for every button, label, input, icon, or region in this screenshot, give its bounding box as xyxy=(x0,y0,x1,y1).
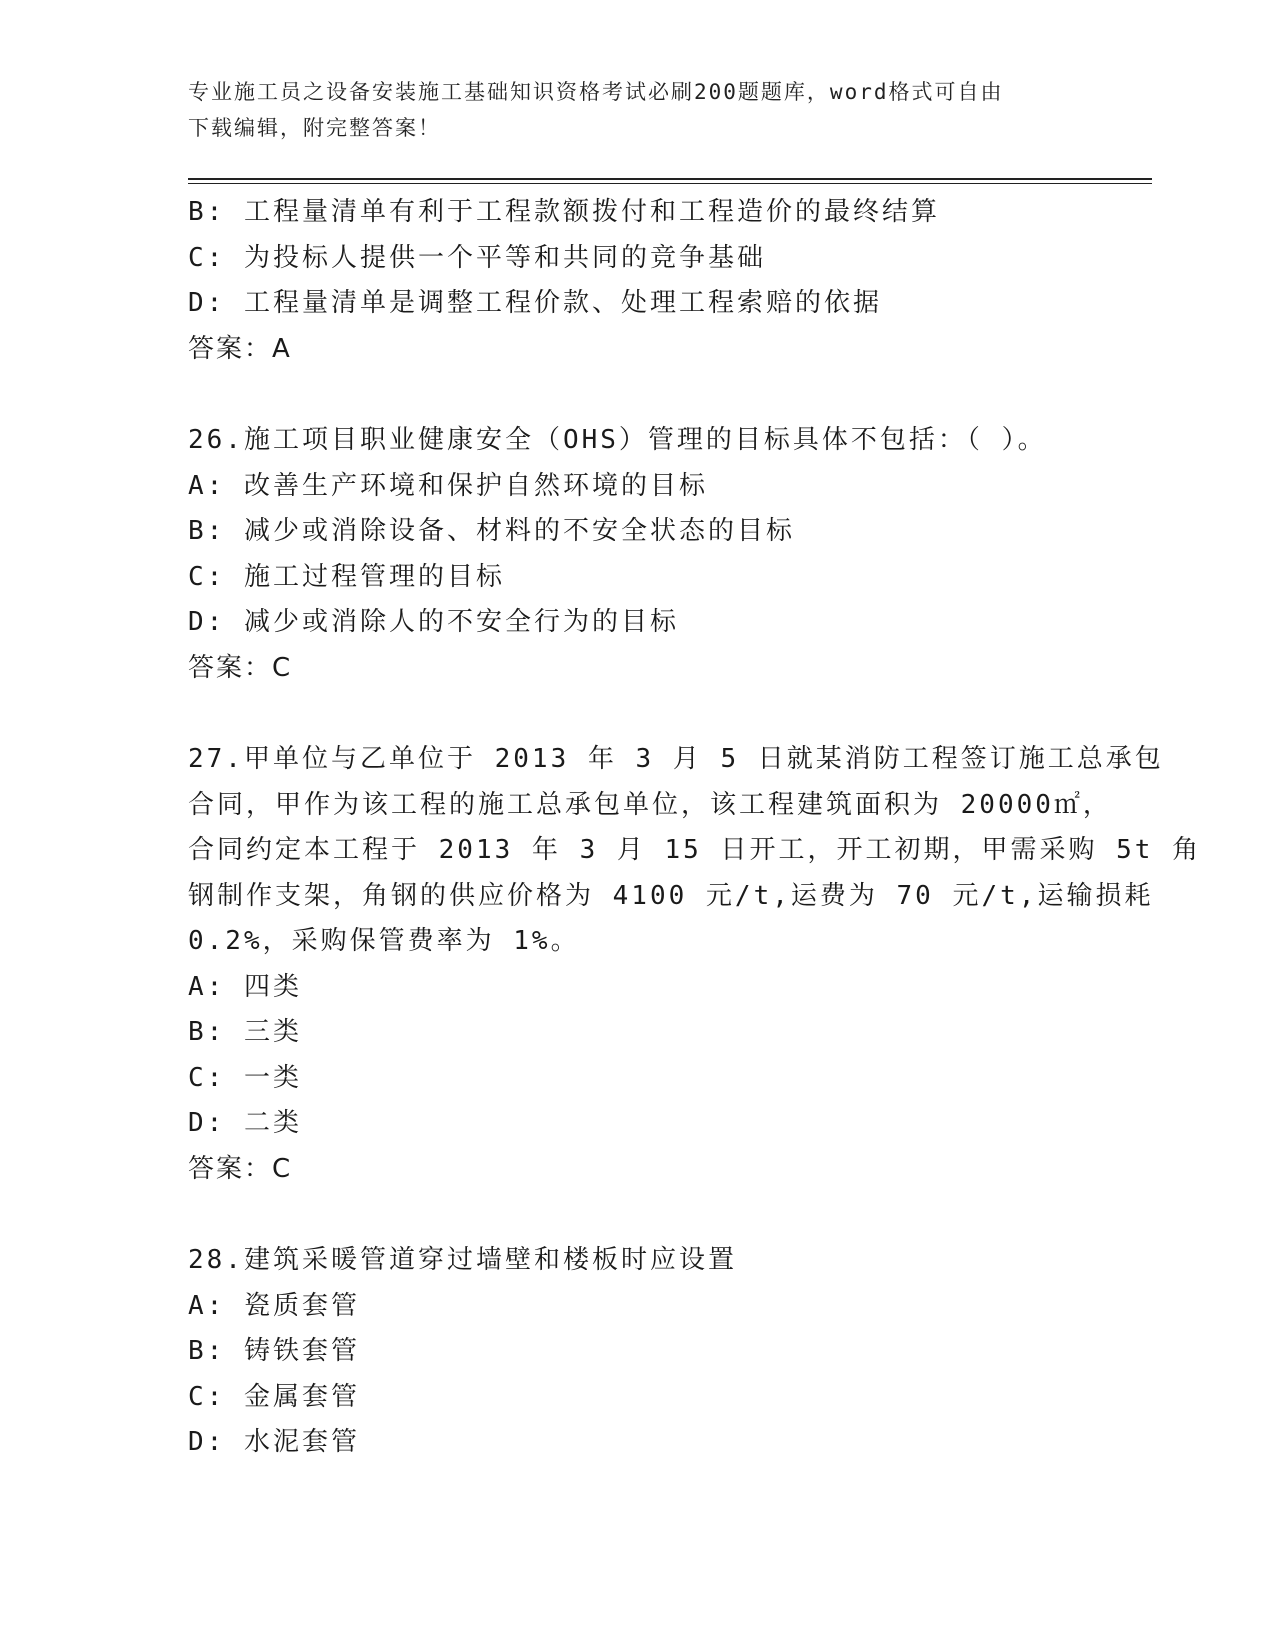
q28-option-b: B: 铸铁套管 xyxy=(188,1336,360,1366)
q27-question-line: 合同，甲作为该工程的施工总承包单位，该工程建筑面积为 20000㎡， xyxy=(188,789,1112,820)
q27-option-d: D: 二类 xyxy=(188,1108,302,1138)
q27-question-line: 合同约定本工程于 2013 年 3 月 15 日开工，开工初期，甲需采购 5t 角 xyxy=(188,835,1202,865)
spacer xyxy=(188,1192,1088,1238)
q26-answer: 答案：C xyxy=(188,652,293,683)
q28-option-d: D: 水泥套管 xyxy=(188,1427,360,1457)
spacer xyxy=(188,372,1088,418)
q27-question-line: 钢制作支架，角钢的供应价格为 4100 元/t,运费为 70 元/t,运输损耗 xyxy=(188,880,1154,911)
header-rule-thin xyxy=(188,183,1152,184)
q27-option-a: A: 四类 xyxy=(188,971,302,1002)
question-content xyxy=(188,190,1202,1466)
q27-answer: 答案：C xyxy=(188,1153,293,1184)
header-rule-thick xyxy=(188,178,1152,180)
q26-option-d: D: 减少或消除人的不安全行为的目标 xyxy=(188,607,679,637)
q26-option-a: A: 改善生产环境和保护自然环境的目标 xyxy=(188,470,708,501)
q28-option-a: A: 瓷质套管 xyxy=(188,1290,360,1321)
q28-question: 28.建筑采暖管道穿过墙壁和楼板时应设置 xyxy=(188,1245,737,1275)
q25-option-b: B: 工程量清单有利于工程款额拨付和工程造价的最终结算 xyxy=(188,197,940,227)
q28-option-c: C: 金属套管 xyxy=(188,1381,360,1412)
q25-answer: 答案：A xyxy=(188,333,292,364)
q27-option-b: B: 三类 xyxy=(188,1017,302,1047)
q27-option-c: C: 一类 xyxy=(188,1062,302,1093)
question-26-block xyxy=(188,418,1088,691)
header-line-1: 专业施工员之设备安装施工基础知识资格考试必刷200题题库，word格式可自由 xyxy=(188,80,1004,104)
q25-option-c: C: 为投标人提供一个平等和共同的竞争基础 xyxy=(188,242,766,273)
document-header xyxy=(188,74,1088,146)
q25-option-d: D: 工程量清单是调整工程价款、处理工程索赔的依据 xyxy=(188,288,882,318)
q26-option-b: B: 减少或消除设备、材料的不安全状态的目标 xyxy=(188,516,795,546)
spacer xyxy=(188,691,1088,737)
q27-question-line: 27.甲单位与乙单位于 2013 年 3 月 5 日就某消防工程签订施工总承包 xyxy=(188,744,1164,774)
question-28-block xyxy=(188,1238,1088,1466)
question-25-block xyxy=(188,190,1088,372)
q26-option-c: C: 施工过程管理的目标 xyxy=(188,561,505,592)
q26-question: 26.施工项目职业健康安全（OHS）管理的目标具体不包括：（ ）。 xyxy=(188,425,1047,455)
question-27-block xyxy=(188,737,1202,1192)
q27-question-line: 0.2%，采购保管费率为 1%。 xyxy=(188,926,580,956)
header-line-2: 下载编辑，附完整答案！ xyxy=(188,116,441,140)
